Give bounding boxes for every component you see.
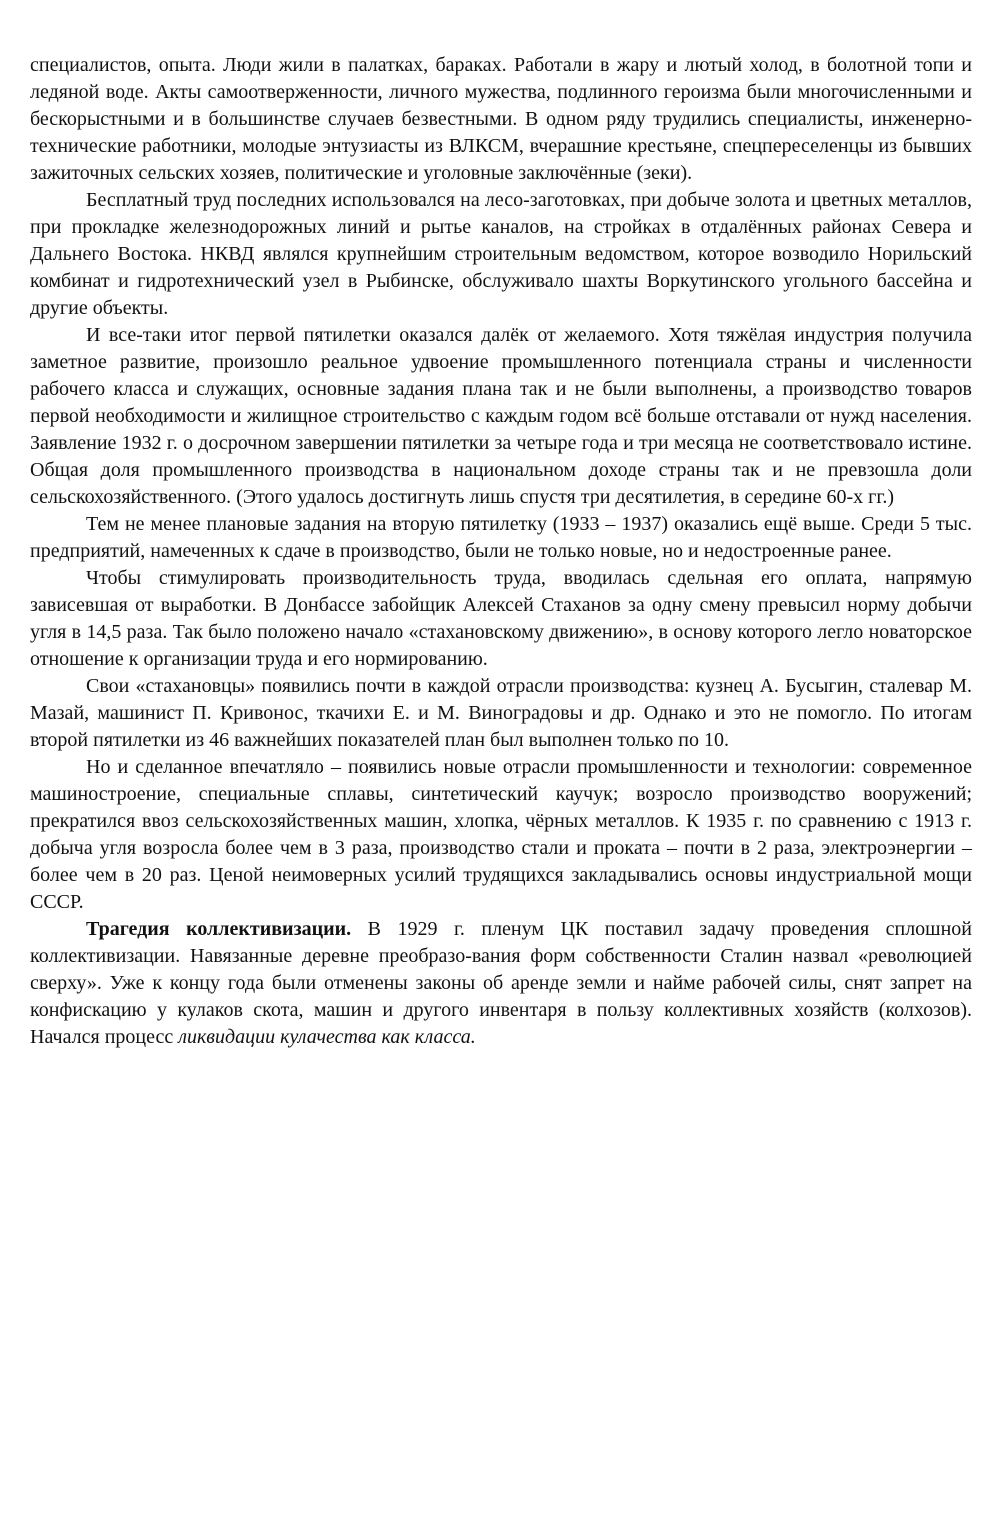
paragraph-8-italic: ликвидации кулачества как класса. (178, 1026, 476, 1048)
paragraph-7: Но и сделанное впечатляло – появились новые отрасли промышленности и технологии: современное машиностроение, специальные сплавы, синтетический каучук; возросло производство вооружений; прекратился ввоз сельскохозяйственных машин, хлопка, чёрных металлов. К 1935 г. по сравнению с 1913 г. добыча угля возросла более чем в 3 раза, производство стали и проката – почти в 2 раза, электроэнергии – более чем в 20 раз. Ценой неимоверных усилий трудящихся закладывались основы индустриальной мощи СССР. (30, 756, 972, 913)
paragraph-1: специалистов, опыта. Люди жили в палатках, бараках. Работали в жару и лютый холод, в болотной топи и ледяной воде. Акты самоотверженности, личного мужества, подлинного героизма были многочисленными и бескорыстными и в большинстве случаев безвестными. В одном ряду трудились специалисты, инженерно-технические работники, молодые энтузиасты из ВЛКСМ, вчерашние крестьяне, спецпереселенцы из бывших зажиточных сельских хозяев, политические и уголовные заключённые (зеки). (30, 54, 972, 184)
paragraph-5: Чтобы стимулировать производительность труда, вводилась сдельная его оплата, напрямую зависевшая от выработки. В Донбассе забойщик Алексей Стаханов за одну смену превысил норму добычи угля в 14,5 раза. Так было положено начало «стахановскому движению», в основу которого легло новаторское отношение к организации труда и его нормированию. (30, 567, 972, 670)
section-heading: Трагедия коллективизации. (86, 918, 352, 940)
document-page (30, 52, 972, 1051)
paragraph-6: Свои «стахановцы» появились почти в каждой отрасли производства: кузнец А. Бусыгин, сталевар М. Мазай, машинист П. Кривонос, ткачихи Е. и М. Виноградовы и др. Однако и это не помогло. По итогам второй пятилетки из 46 важнейших показателей план был выполнен только по 10. (30, 675, 972, 751)
paragraph-3: И все-таки итог первой пятилетки оказался далёк от желаемого. Хотя тяжёлая индустрия получила заметное развитие, произошло реальное удвоение промышленного потенциала страны и численности рабочего класса и служащих, основные задания плана так и не были выполнены, а производство товаров первой необходимости и жилищное строительство с каждым годом всё больше отставали от нужд населения. Заявление 1932 г. о досрочном завершении пятилетки за четыре года и три месяца не соответствовало истине. Общая доля промышленного производства в национальном доходе страны так и не превзошла доли сельскохозяйственного. (Этого удалось достигнуть лишь спустя три десятилетия, в середине 60-х гг.) (30, 324, 972, 508)
paragraph-4: Тем не менее плановые задания на вторую пятилетку (1933 – 1937) оказались ещё выше. Среди 5 тыс. предприятий, намеченных к сдаче в производство, были не только новые, но и недостроенные ранее. (30, 513, 972, 562)
paragraph-2: Бесплатный труд последних использовался на лесо-заготовках, при добыче золота и цветных металлов, при прокладке железнодорожных линий и рытье каналов, на стройках в отдалённых районах Севера и Дальнего Востока. НКВД являлся крупнейшим строительным ведомством, которое возводило Норильский комбинат и гидротехнический узел в Рыбинске, обслуживало шахты Воркутинского угольного бассейна и другие объекты. (30, 189, 972, 319)
paragraph-8-body: В 1929 г. пленум ЦК поставил задачу проведения сплошной коллективизации. Навязанные деревне преобразо-вания форм собственности Сталин назвал «революцией сверху». Уже к концу года были отменены законы об аренде земли и найме рабочей силы, снят запрет на конфискацию у кулаков скота, машин и другого инвентаря в пользу коллективных хозяйств (колхозов). Начался процесс (30, 918, 972, 1048)
paragraph-8 (30, 916, 972, 1051)
